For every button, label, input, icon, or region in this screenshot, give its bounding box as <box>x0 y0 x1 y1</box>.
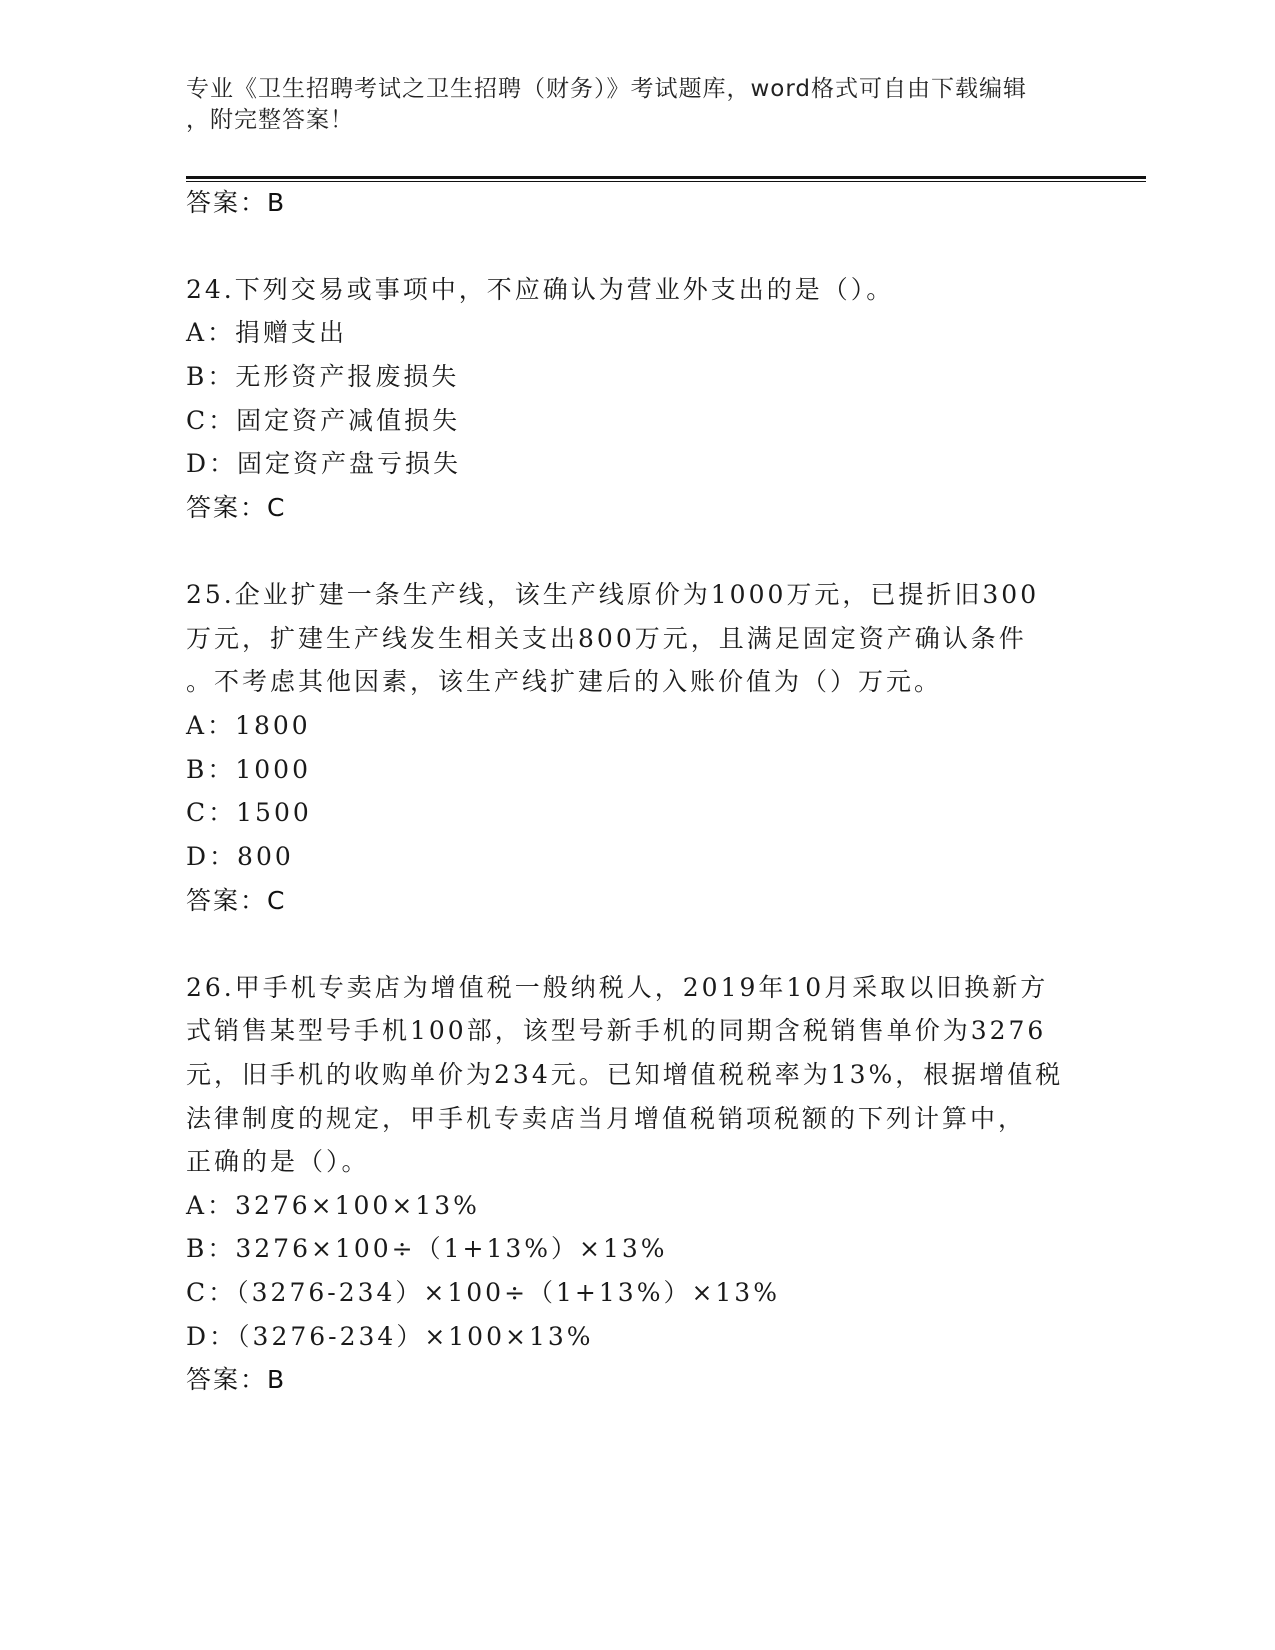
option-c: C：固定资产减值损失 <box>186 406 461 435</box>
option-a: A：1800 <box>186 711 311 740</box>
question-stem-line-1: 25.企业扩建一条生产线，该生产线原价为1000万元，已提折旧300 <box>186 580 1040 609</box>
header-divider-thin <box>186 181 1146 182</box>
question-stem-line-1: 26.甲手机专卖店为增值税一般纳税人，2019年10月采取以旧换新方 <box>186 973 1049 1002</box>
question-stem-line-4: 法律制度的规定，甲手机专卖店当月增值税销项税额的下列计算中， <box>186 1104 1027 1133</box>
answer-line: 答案：C <box>186 493 287 522</box>
header-divider-thick <box>186 176 1146 179</box>
question-stem-line-2: 万元，扩建生产线发生相关支出800万元，且满足固定资产确认条件 <box>186 624 1027 653</box>
header-line-1: 专业《卫生招聘考试之卫生招聘（财务）》考试题库，word格式可自由下载编辑 <box>186 76 1028 102</box>
option-d: D：800 <box>186 842 294 871</box>
document-header <box>186 74 1086 136</box>
answer-line: 答案：C <box>186 886 287 915</box>
option-b: B：1000 <box>186 755 311 784</box>
answer-line: 答案：B <box>186 188 287 217</box>
option-c: C：（3276-234）×100÷（1+13%）×13% <box>186 1278 780 1307</box>
option-b: B：3276×100÷（1+13%）×13% <box>186 1234 668 1263</box>
option-a: A：捐赠支出 <box>186 318 348 347</box>
question-stem: 24.下列交易或事项中，不应确认为营业外支出的是（）。 <box>186 275 895 304</box>
option-c: C：1500 <box>186 798 312 827</box>
question-stem-line-3: 。不考虑其他因素，该生产线扩建后的入账价值为（）万元。 <box>186 667 943 696</box>
option-d: D：固定资产盘亏损失 <box>186 449 462 478</box>
question-stem-line-2: 式销售某型号手机100部，该型号新手机的同期含税销售单价为3276 <box>186 1016 1047 1045</box>
option-b: B：无形资产报废损失 <box>186 362 460 391</box>
option-a: A：3276×100×13% <box>186 1191 480 1220</box>
answer-line: 答案：B <box>186 1365 287 1394</box>
header-line-2: ，附完整答案！ <box>186 107 354 133</box>
question-stem-line-3: 元，旧手机的收购单价为234元。已知增值税税率为13%，根据增值税 <box>186 1060 1064 1089</box>
question-stem-line-5: 正确的是（）。 <box>186 1147 370 1176</box>
option-d: D：（3276-234）×100×13% <box>186 1322 594 1351</box>
